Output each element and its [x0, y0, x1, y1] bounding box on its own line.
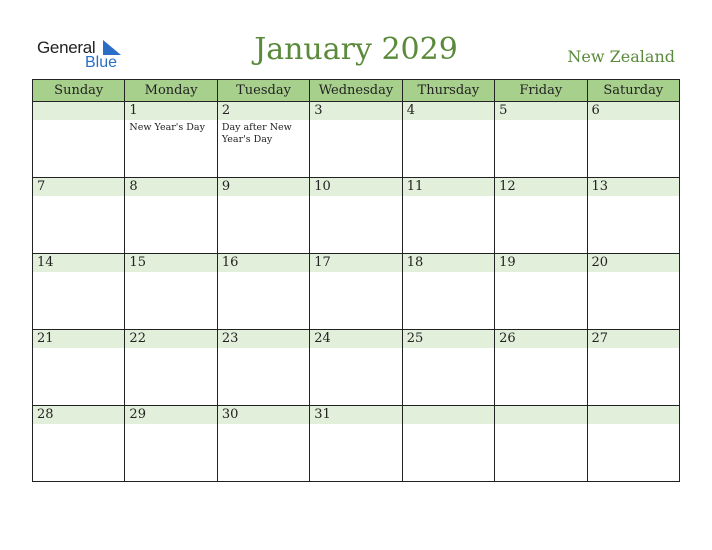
day-cell	[587, 330, 679, 406]
day-cell	[402, 178, 494, 254]
day-cell	[310, 178, 402, 254]
day-cell	[587, 178, 679, 254]
day-cell	[217, 406, 309, 482]
week-row	[33, 178, 680, 254]
calendar-title: January 2029	[254, 32, 458, 67]
day-number: 14	[33, 254, 124, 272]
weekday-header: Saturday	[587, 80, 679, 102]
day-number: 13	[588, 178, 679, 196]
day-cell	[125, 254, 217, 330]
day-number: 3	[310, 102, 401, 120]
day-number: 8	[125, 178, 216, 196]
day-cell	[33, 178, 125, 254]
day-number: 15	[125, 254, 216, 272]
day-cell	[33, 102, 125, 178]
weekday-header: Tuesday	[217, 80, 309, 102]
day-number: 26	[495, 330, 586, 348]
day-number: 10	[310, 178, 401, 196]
day-number: 1	[125, 102, 216, 120]
day-cell	[495, 406, 587, 482]
day-number: 28	[33, 406, 124, 424]
day-cell	[310, 102, 402, 178]
day-number: 7	[33, 178, 124, 196]
week-row	[33, 406, 680, 482]
day-cell	[495, 330, 587, 406]
day-number: 18	[403, 254, 494, 272]
weekday-header: Wednesday	[310, 80, 402, 102]
day-number: 17	[310, 254, 401, 272]
day-number: 11	[403, 178, 494, 196]
day-cell	[587, 406, 679, 482]
day-number: 27	[588, 330, 679, 348]
day-cell	[217, 178, 309, 254]
day-number: 9	[218, 178, 309, 196]
week-row	[33, 254, 680, 330]
weekday-header: Friday	[495, 80, 587, 102]
logo-general-text: General	[37, 38, 96, 57]
day-number	[33, 102, 124, 120]
day-number: 22	[125, 330, 216, 348]
day-number: 23	[218, 330, 309, 348]
week-row	[33, 330, 680, 406]
day-number: 21	[33, 330, 124, 348]
weekday-header: Thursday	[402, 80, 494, 102]
day-number: 19	[495, 254, 586, 272]
day-cell	[33, 406, 125, 482]
day-cell	[125, 102, 217, 178]
day-cell	[310, 406, 402, 482]
day-number: 12	[495, 178, 586, 196]
day-cell	[587, 254, 679, 330]
day-number	[495, 406, 586, 424]
logo-blue-text: Blue	[85, 54, 118, 71]
day-cell	[587, 102, 679, 178]
day-cell	[125, 178, 217, 254]
day-number: 20	[588, 254, 679, 272]
day-number: 24	[310, 330, 401, 348]
day-number: 4	[403, 102, 494, 120]
day-number	[403, 406, 494, 424]
day-cell	[402, 406, 494, 482]
day-number	[588, 406, 679, 424]
country-label: New Zealand	[567, 47, 675, 66]
day-cell	[217, 330, 309, 406]
weekday-header: Monday	[125, 80, 217, 102]
day-cell	[310, 254, 402, 330]
day-cell	[495, 102, 587, 178]
holiday-label: Day after New Year's Day	[221, 122, 292, 145]
day-number: 31	[310, 406, 401, 424]
day-cell	[217, 254, 309, 330]
day-cell	[402, 330, 494, 406]
day-number: 29	[125, 406, 216, 424]
day-cell	[495, 178, 587, 254]
day-cell	[125, 330, 217, 406]
day-cell	[495, 254, 587, 330]
calendar-grid	[32, 79, 680, 482]
weekday-header-row	[33, 80, 680, 102]
weekday-header: Sunday	[33, 80, 125, 102]
holiday-label: New Year's Day	[129, 122, 205, 133]
day-cell	[217, 102, 309, 178]
day-cell	[402, 254, 494, 330]
day-number: 25	[403, 330, 494, 348]
day-number: 2	[218, 102, 309, 120]
day-cell	[125, 406, 217, 482]
day-number: 30	[218, 406, 309, 424]
day-number: 6	[588, 102, 679, 120]
day-number: 5	[495, 102, 586, 120]
day-cell	[310, 330, 402, 406]
day-cell	[402, 102, 494, 178]
day-cell	[33, 330, 125, 406]
week-row	[33, 102, 680, 178]
day-cell	[33, 254, 125, 330]
day-number: 16	[218, 254, 309, 272]
